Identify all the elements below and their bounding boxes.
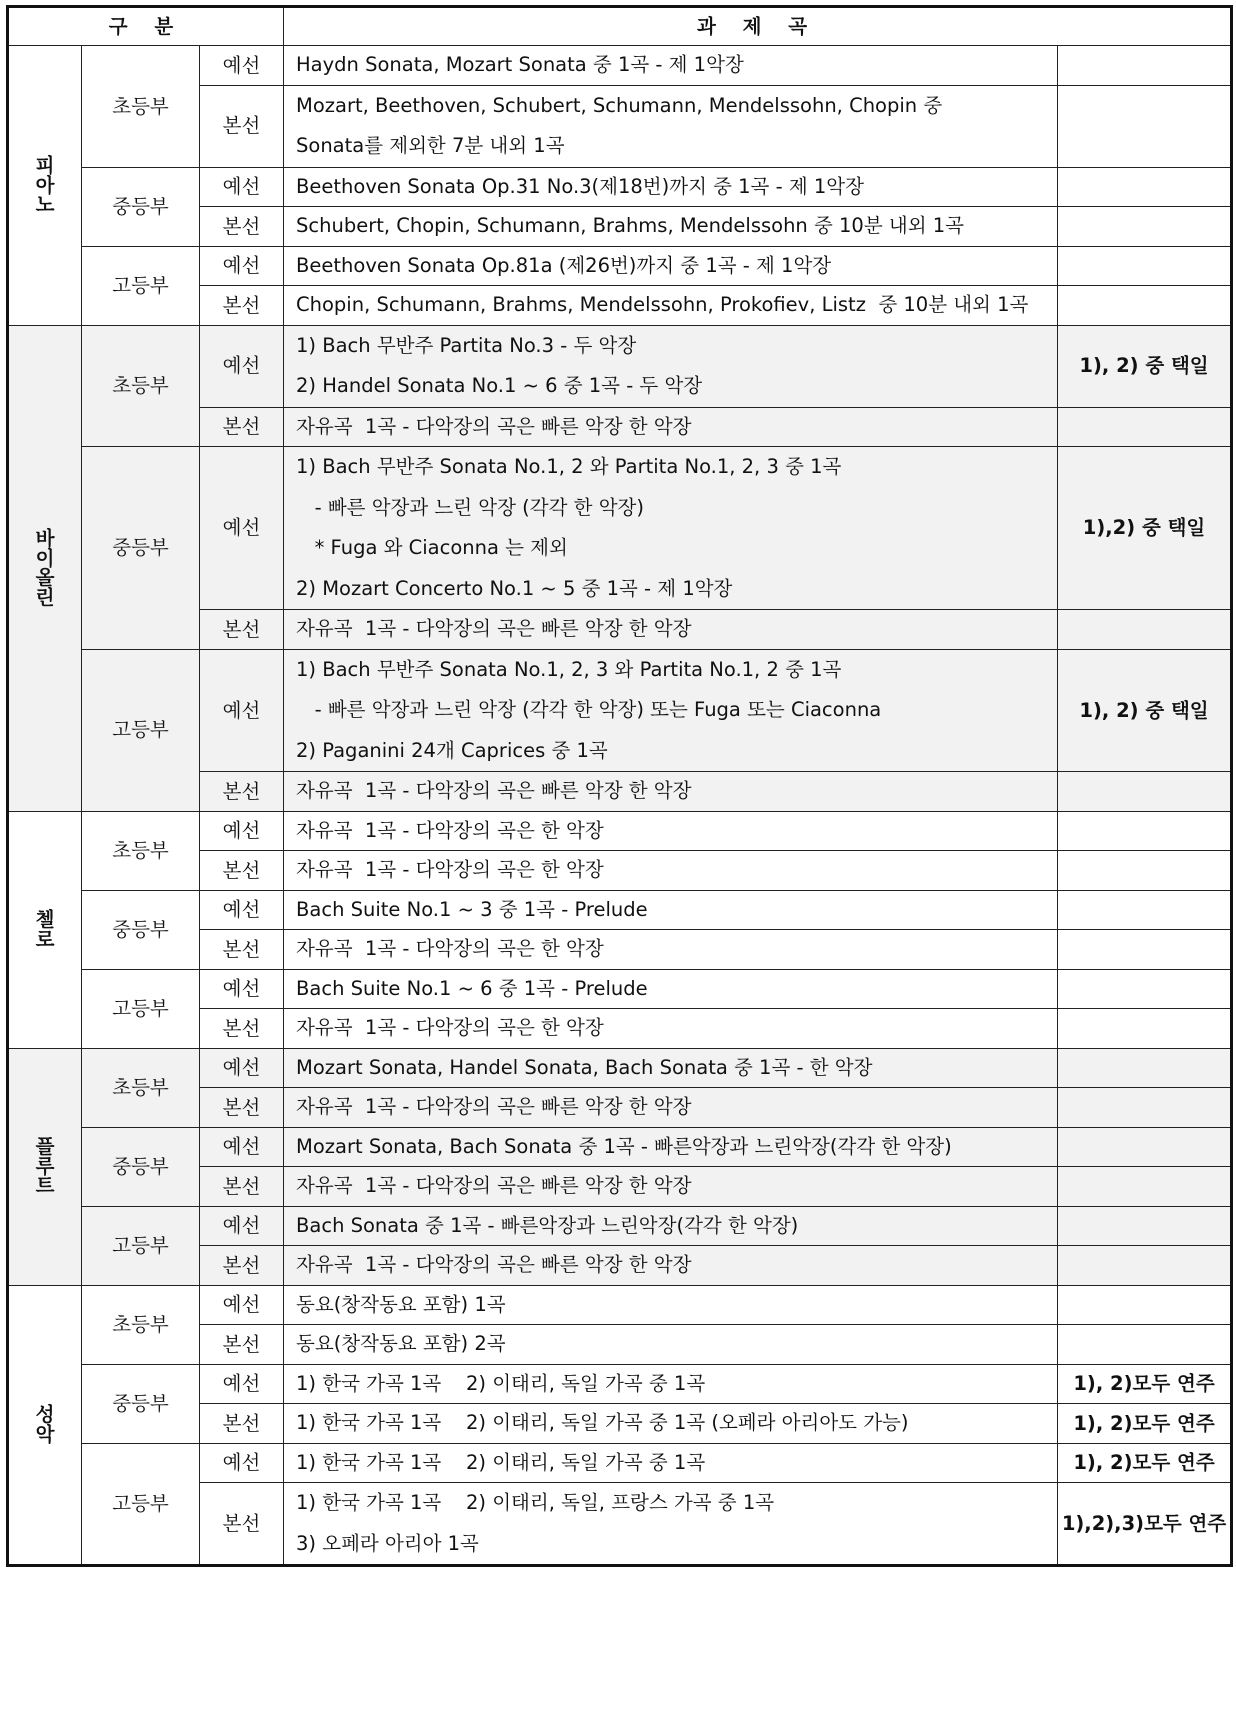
table-body <box>8 46 1232 1566</box>
piece-line: 자유곡 1곡 - 다악장의 곡은 한 악장 <box>296 818 604 842</box>
note-cell: 1),2),3)모두 연주 <box>1058 1483 1232 1566</box>
table-row <box>8 325 1232 407</box>
stage-cell: 본선 <box>200 286 284 326</box>
table-row <box>8 167 1232 207</box>
note-cell <box>1058 246 1232 286</box>
stage-cell: 본선 <box>200 1246 284 1286</box>
piece-cell <box>284 610 1058 650</box>
stage-cell: 본선 <box>200 1404 284 1444</box>
division-cell: 중등부 <box>82 1364 200 1443</box>
stage-cell: 예선 <box>200 167 284 207</box>
piece-line: 자유곡 1곡 - 다악장의 곡은 한 악장 <box>296 1016 604 1039</box>
piece-cell <box>284 207 1058 247</box>
piece-cell <box>284 969 1058 1009</box>
piece-line: Chopin, Schumann, Brahms, Mendelssohn, Prokofiev, Listz 중 10분 내외 1곡 <box>296 293 1029 316</box>
piece-line: 동요(창작동요 포함) 1곡 <box>296 1292 506 1316</box>
piece-line: 자유곡 1곡 - 다악장의 곡은 빠른 악장 한 악장 <box>296 779 692 802</box>
stage-cell: 예선 <box>200 325 284 407</box>
piece-line: 1) 한국 가곡 1곡 2) 이태리, 독일 가곡 중 1곡 <box>296 1450 706 1474</box>
note-cell <box>1058 167 1232 207</box>
piece-line: Bach Suite No.1 ~ 6 중 1곡 - Prelude <box>296 976 648 1000</box>
stage-cell: 예선 <box>200 1127 284 1167</box>
stage-cell: 예선 <box>200 649 284 772</box>
note-cell <box>1058 1009 1232 1049</box>
note-cell <box>1058 1167 1232 1207</box>
stage-cell: 본선 <box>200 851 284 891</box>
piece-line: 1) 한국 가곡 1곡 2) 이태리, 독일 가곡 중 1곡 <box>296 1371 706 1395</box>
table-row <box>8 1206 1232 1246</box>
division-cell: 초등부 <box>82 811 200 890</box>
division-cell: 중등부 <box>82 167 200 246</box>
piece-cell <box>284 1167 1058 1207</box>
division-cell: 고등부 <box>82 649 200 811</box>
note-cell <box>1058 811 1232 851</box>
note-cell <box>1058 969 1232 1009</box>
piece-cell <box>284 1127 1058 1167</box>
piece-line: - 빠른 악장과 느린 악장 (각각 한 악장) 또는 Fuga 또는 Ciaconna <box>296 698 882 721</box>
note-cell: 1), 2) 중 택일 <box>1058 649 1232 772</box>
instrument-char: 플 <box>35 1135 55 1159</box>
piece-line: * Fuga 와 Ciaconna 는 제외 <box>296 536 568 559</box>
note-cell <box>1058 46 1232 86</box>
instrument-cell <box>8 811 82 1048</box>
piece-line: 1) Bach 무반주 Partita No.3 - 두 악장 <box>296 333 637 357</box>
stage-cell: 본선 <box>200 930 284 970</box>
stage-cell: 예선 <box>200 1364 284 1404</box>
division-cell: 초등부 <box>82 1285 200 1364</box>
note-cell <box>1058 610 1232 650</box>
division-cell: 초등부 <box>82 325 200 447</box>
instrument-char: 피 <box>35 154 55 177</box>
stage-cell: 본선 <box>200 772 284 812</box>
note-cell <box>1058 851 1232 891</box>
instrument-char: 아 <box>35 173 55 197</box>
note-cell <box>1058 1088 1232 1128</box>
note-cell <box>1058 1285 1232 1325</box>
piece-cell <box>284 325 1058 407</box>
stage-cell: 본선 <box>200 610 284 650</box>
piece-cell <box>284 286 1058 326</box>
instrument-char: 로 <box>35 927 55 951</box>
instrument-char: 루 <box>35 1154 55 1178</box>
table-row <box>8 246 1232 286</box>
piece-cell <box>284 1088 1058 1128</box>
note-cell <box>1058 407 1232 447</box>
piece-line: Mozart Sonata, Handel Sonata, Bach Sonata 중 1곡 - 한 악장 <box>296 1055 873 1079</box>
header-category: 구 분 <box>8 7 284 46</box>
note-cell <box>1058 1127 1232 1167</box>
stage-cell: 예선 <box>200 1206 284 1246</box>
note-cell: 1), 2)모두 연주 <box>1058 1404 1232 1444</box>
piece-cell <box>284 46 1058 86</box>
division-cell: 중등부 <box>82 890 200 969</box>
piece-line: Beethoven Sonata Op.31 No.3(제18번)까지 중 1곡 - 제 1악장 <box>296 174 864 198</box>
stage-cell: 본선 <box>200 1325 284 1365</box>
piece-cell <box>284 407 1058 447</box>
stage-cell: 예선 <box>200 1048 284 1088</box>
table-row <box>8 46 1232 86</box>
table-row <box>8 890 1232 930</box>
division-cell: 초등부 <box>82 1048 200 1127</box>
division-cell: 고등부 <box>82 1206 200 1285</box>
instrument-cell <box>8 46 82 326</box>
stage-cell: 본선 <box>200 1483 284 1566</box>
stage-cell: 예선 <box>200 1443 284 1483</box>
piece-line: Haydn Sonata, Mozart Sonata 중 1곡 - 제 1악장 <box>296 53 744 76</box>
piece-line: 동요(창작동요 포함) 2곡 <box>296 1332 506 1355</box>
piece-cell <box>284 811 1058 851</box>
piece-cell <box>284 930 1058 970</box>
table-row <box>8 1127 1232 1167</box>
stage-cell: 본선 <box>200 85 284 167</box>
piece-line: 2) Paganini 24개 Caprices 중 1곡 <box>296 738 608 762</box>
stage-cell: 예선 <box>200 246 284 286</box>
piece-cell <box>284 1404 1058 1444</box>
stage-cell: 본선 <box>200 207 284 247</box>
piece-line: Schubert, Chopin, Schumann, Brahms, Mendelssohn 중 10분 내외 1곡 <box>296 214 964 237</box>
note-cell <box>1058 890 1232 930</box>
piece-cell <box>284 1483 1058 1566</box>
piece-line: Beethoven Sonata Op.81a (제26번)까지 중 1곡 - 제 1악장 <box>296 253 832 277</box>
table-row <box>8 1285 1232 1325</box>
instrument-char: 노 <box>35 193 55 216</box>
table-row <box>8 649 1232 772</box>
piece-line: 2) Mozart Concerto No.1 ~ 5 중 1곡 - 제 1악장 <box>296 576 733 600</box>
instrument-char: 악 <box>35 1422 55 1446</box>
table-header-row <box>8 7 1232 46</box>
note-cell: 1), 2)모두 연주 <box>1058 1364 1232 1404</box>
piece-line: Bach Sonata 중 1곡 - 빠른악장과 느린악장(각각 한 악장) <box>296 1213 799 1237</box>
piece-line: 2) Handel Sonata No.1 ~ 6 중 1곡 - 두 악장 <box>296 374 703 397</box>
piece-cell <box>284 1285 1058 1325</box>
piece-cell <box>284 1048 1058 1088</box>
instrument-char: 이 <box>35 546 55 570</box>
piece-line: Bach Suite No.1 ~ 3 중 1곡 - Prelude <box>296 897 648 921</box>
piece-cell <box>284 1206 1058 1246</box>
piece-cell <box>284 1009 1058 1049</box>
note-cell <box>1058 1246 1232 1286</box>
stage-cell: 예선 <box>200 969 284 1009</box>
piece-cell <box>284 890 1058 930</box>
piece-line: Mozart, Beethoven, Schubert, Schumann, Mendelssohn, Chopin 중 <box>296 93 943 117</box>
piece-line: 1) 한국 가곡 1곡 2) 이태리, 독일, 프랑스 가곡 중 1곡 <box>296 1491 775 1514</box>
stage-cell: 본선 <box>200 1167 284 1207</box>
piece-line: 자유곡 1곡 - 다악장의 곡은 빠른 악장 한 악장 <box>296 1174 692 1197</box>
note-cell: 1),2) 중 택일 <box>1058 447 1232 610</box>
piece-cell <box>284 167 1058 207</box>
piece-line: 1) 한국 가곡 1곡 2) 이태리, 독일 가곡 중 1곡 (오페라 아리아도 가능) <box>296 1411 909 1434</box>
note-cell <box>1058 286 1232 326</box>
piece-line: 자유곡 1곡 - 다악장의 곡은 빠른 악장 한 악장 <box>296 414 692 438</box>
piece-cell <box>284 649 1058 772</box>
piece-line: 3) 오페라 아리아 1곡 <box>296 1531 479 1555</box>
stage-cell: 예선 <box>200 46 284 86</box>
instrument-char: 바 <box>35 527 55 550</box>
instrument-char: 올 <box>35 566 55 589</box>
stage-cell: 본선 <box>200 407 284 447</box>
piece-cell <box>284 1364 1058 1404</box>
table-row <box>8 447 1232 610</box>
piece-line: Mozart Sonata, Bach Sonata 중 1곡 - 빠른악장과 느린악장(각각 한 악장) <box>296 1134 952 1158</box>
division-cell: 고등부 <box>82 1443 200 1566</box>
note-cell <box>1058 1206 1232 1246</box>
instrument-char: 린 <box>35 585 55 609</box>
header-pieces: 과 제 곡 <box>284 7 1232 46</box>
note-cell <box>1058 1048 1232 1088</box>
table-row <box>8 1048 1232 1088</box>
note-cell: 1), 2) 중 택일 <box>1058 325 1232 407</box>
note-cell <box>1058 772 1232 812</box>
stage-cell: 예선 <box>200 447 284 610</box>
instrument-char: 첼 <box>35 908 55 931</box>
piece-cell <box>284 246 1058 286</box>
note-cell <box>1058 207 1232 247</box>
note-cell <box>1058 930 1232 970</box>
division-cell: 중등부 <box>82 1127 200 1206</box>
note-cell <box>1058 85 1232 167</box>
piece-line: 자유곡 1곡 - 다악장의 곡은 빠른 악장 한 악장 <box>296 617 692 640</box>
note-cell <box>1058 1325 1232 1365</box>
piece-line: 자유곡 1곡 - 다악장의 곡은 빠른 악장 한 악장 <box>296 1095 692 1118</box>
table-row <box>8 969 1232 1009</box>
piece-line: 1) Bach 무반주 Sonata No.1, 2, 3 와 Partita No.1, 2 중 1곡 <box>296 657 842 681</box>
division-cell: 고등부 <box>82 969 200 1048</box>
table-row <box>8 1443 1232 1483</box>
division-cell: 중등부 <box>82 447 200 650</box>
repertoire-table <box>6 5 1233 1567</box>
piece-cell <box>284 85 1058 167</box>
piece-cell <box>284 851 1058 891</box>
piece-line: 1) Bach 무반주 Sonata No.1, 2 와 Partita No.1, 2, 3 중 1곡 <box>296 455 842 478</box>
stage-cell: 본선 <box>200 1088 284 1128</box>
piece-line: 자유곡 1곡 - 다악장의 곡은 한 악장 <box>296 937 604 960</box>
piece-line: 자유곡 1곡 - 다악장의 곡은 빠른 악장 한 악장 <box>296 1253 692 1276</box>
piece-cell <box>284 772 1058 812</box>
note-cell: 1), 2)모두 연주 <box>1058 1443 1232 1483</box>
stage-cell: 예선 <box>200 890 284 930</box>
stage-cell: 예선 <box>200 1285 284 1325</box>
piece-cell <box>284 447 1058 610</box>
instrument-cell <box>8 325 82 811</box>
piece-cell <box>284 1246 1058 1286</box>
table-row <box>8 811 1232 851</box>
instrument-char: 트 <box>35 1174 55 1198</box>
piece-line: Sonata를 제외한 7분 내외 1곡 <box>296 134 565 157</box>
piece-line: - 빠른 악장과 느린 악장 (각각 한 악장) <box>296 495 644 519</box>
instrument-cell <box>8 1285 82 1566</box>
piece-line: 자유곡 1곡 - 다악장의 곡은 한 악장 <box>296 858 604 881</box>
piece-cell <box>284 1325 1058 1365</box>
table-row <box>8 1364 1232 1404</box>
instrument-cell <box>8 1048 82 1285</box>
division-cell: 고등부 <box>82 246 200 325</box>
division-cell: 초등부 <box>82 46 200 168</box>
stage-cell: 본선 <box>200 1009 284 1049</box>
instrument-char: 성 <box>35 1403 55 1427</box>
piece-cell <box>284 1443 1058 1483</box>
stage-cell: 예선 <box>200 811 284 851</box>
